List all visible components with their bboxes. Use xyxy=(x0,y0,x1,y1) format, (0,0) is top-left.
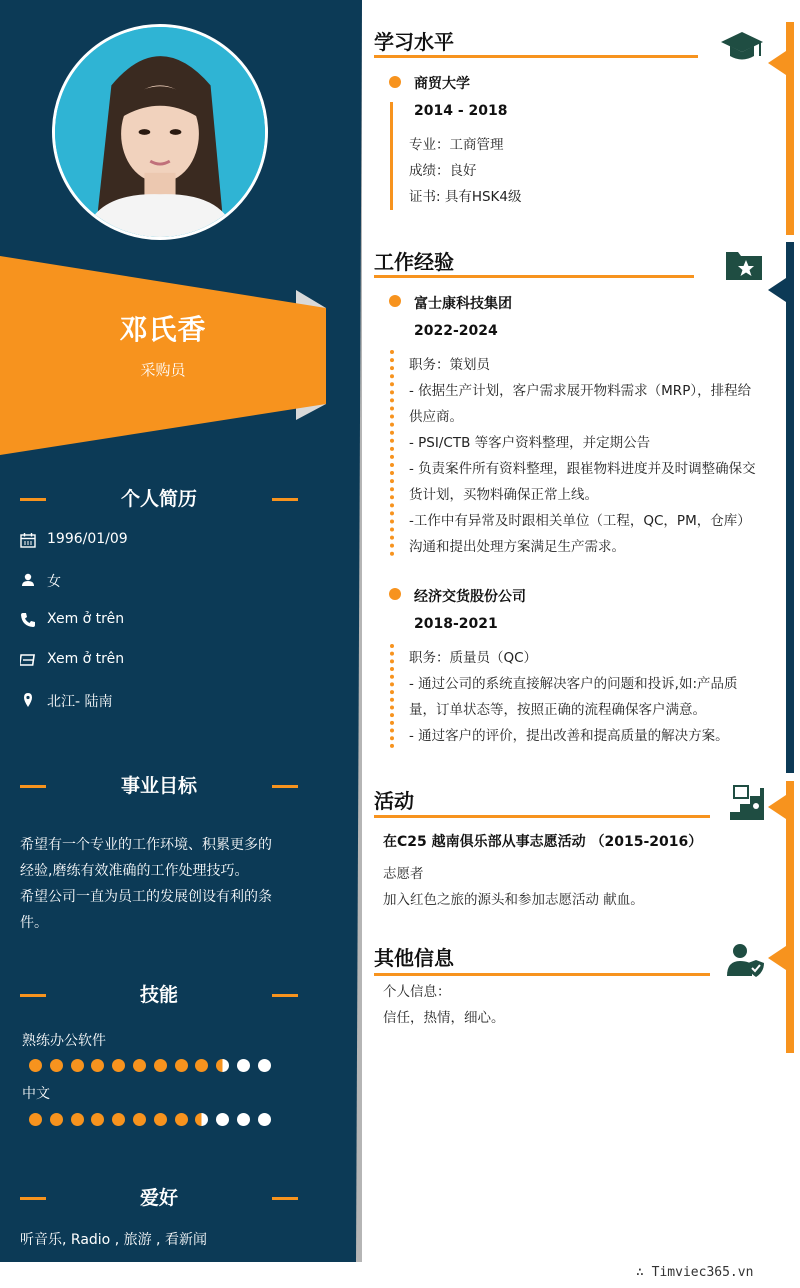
skill-dot xyxy=(216,1113,229,1126)
company-name: 经济交货股份公司 xyxy=(414,589,526,605)
skill-dot xyxy=(154,1113,167,1126)
job-period: 2022-2024 xyxy=(414,323,498,339)
left-column: 邓氏香 采购员 个人简历 1996/01/09 女 Xem ở trên Xem ở trên 北江- 陆南 事业目标 希望有一个专业的工作环境、积累更多的 经验,磨练有效准确的工作处理技巧。 希望公司一直为员工的发展创设有利的条 件。 技能 熟练办公软件 中文 爱好 听音乐, Radio , 旅游 , 看新闻 xyxy=(0,0,360,1262)
education-side-marker xyxy=(768,51,786,75)
school-name: 商贸大学 xyxy=(414,76,470,92)
education-bullet xyxy=(389,76,401,88)
skill-dot xyxy=(237,1113,250,1126)
skill-name: 熟练办公软件 xyxy=(22,1033,106,1049)
skill-dot xyxy=(91,1059,104,1072)
job-bullet xyxy=(389,295,401,307)
skills-section-title: 技能 xyxy=(20,980,298,1010)
skill-dot xyxy=(71,1059,84,1072)
skill-dot xyxy=(237,1059,250,1072)
other-side-marker xyxy=(768,946,786,970)
avatar xyxy=(52,24,268,240)
skill-dot xyxy=(29,1113,42,1126)
other-label: 个人信息： xyxy=(383,984,451,1000)
job-timeline xyxy=(390,644,394,748)
personal-section-title: 个人简历 xyxy=(20,484,298,514)
skill-dot xyxy=(112,1059,125,1072)
phone-icon xyxy=(20,612,36,628)
skill-dot xyxy=(258,1113,271,1126)
hobbies-text: 听音乐, Radio , 旅游 , 看新闻 xyxy=(20,1232,207,1248)
skill-dot xyxy=(112,1113,125,1126)
candidate-role: 采购员 xyxy=(140,361,186,379)
job-details: 职务：策划员 - 依据生产计划，客户需求展开物料需求（MRP），排程给供应商。 - PSI/CTB 等客户资料整理，并定期公告 - 负责案件所有资料整理，跟崔物料进度并及时调整确保交货计划，买物料确保正常上线。 -工作中有异常及时跟相关单位（工程，QC，PM，仓库）沟通和提出处理方案满足生产需求。 xyxy=(409,357,756,555)
stairs-icon xyxy=(728,784,766,822)
user-shield-icon xyxy=(726,942,766,978)
activities-title: 活动 xyxy=(374,789,414,813)
work-side-bar xyxy=(786,242,794,773)
location-icon xyxy=(20,692,36,708)
skill-dot xyxy=(258,1059,271,1072)
education-period: 2014 - 2018 xyxy=(414,103,508,119)
activity-role: 志愿者 xyxy=(383,866,424,882)
other-title: 其他信息 xyxy=(374,946,454,970)
skill-dot xyxy=(50,1113,63,1126)
activity-name: 在C25 越南俱乐部从事志愿活动 （2015-2016） xyxy=(383,834,703,850)
skill-dot xyxy=(154,1059,167,1072)
activity-description: 加入红色之旅的源头和参加志愿活动 献血。 xyxy=(383,892,644,908)
skill-dot xyxy=(71,1113,84,1126)
skill-dot xyxy=(175,1113,188,1126)
hobbies-section-title: 爱好 xyxy=(20,1183,298,1213)
work-title: 工作经验 xyxy=(374,250,454,274)
job-bullet xyxy=(389,588,401,600)
career-goal-text: 希望有一个专业的工作环境、积累更多的 经验,磨练有效准确的工作处理技巧。 希望公司一直为员工的发展创设有利的条 件。 xyxy=(20,837,272,931)
career-goal-section-title: 事业目标 xyxy=(20,771,298,801)
portrait-photo xyxy=(55,27,265,237)
calendar-icon xyxy=(20,532,36,548)
other-underline xyxy=(374,973,710,976)
user-icon xyxy=(20,572,36,588)
job-timeline xyxy=(390,350,394,556)
education-underline xyxy=(374,55,698,58)
activity-side-bar xyxy=(786,781,794,1053)
skill-dot xyxy=(216,1059,229,1072)
email-icon xyxy=(20,652,36,668)
job-period: 2018-2021 xyxy=(414,616,498,632)
skill-dot xyxy=(91,1113,104,1126)
skill-dot xyxy=(195,1113,208,1126)
company-name: 富士康科技集团 xyxy=(414,296,512,312)
job-details: 职务：质量员（QC） - 通过公司的系统直接解决客户的问题和投诉,如:产品质量，订单状态等，按照正确的流程确保客户满意。 - 通过客户的评价，提出改善和提高质量的解决方案。 xyxy=(409,650,738,744)
activities-underline xyxy=(374,815,710,818)
skill-dot xyxy=(50,1059,63,1072)
skill-dot xyxy=(133,1113,146,1126)
briefcase-star-icon xyxy=(724,248,764,282)
other-text: 信任，热情，细心。 xyxy=(383,1010,505,1026)
site-watermark: ∴ Timviec365.vn xyxy=(636,1265,754,1280)
work-underline xyxy=(374,275,694,278)
skill-dot xyxy=(29,1059,42,1072)
activity-side-marker xyxy=(768,795,786,819)
education-title: 学习水平 xyxy=(374,30,454,54)
education-side-bar xyxy=(786,22,794,235)
education-timeline xyxy=(390,102,393,210)
skill-dot xyxy=(133,1059,146,1072)
education-details: 专业：工商管理 成绩：良好 证书: 具有HSK4级 xyxy=(409,137,522,205)
skill-dot xyxy=(175,1059,188,1072)
work-side-marker xyxy=(768,278,786,302)
skill-dot xyxy=(195,1059,208,1072)
skill-name: 中文 xyxy=(22,1086,50,1102)
candidate-name: 邓氏香 xyxy=(119,313,207,346)
graduation-cap-icon xyxy=(720,30,764,64)
